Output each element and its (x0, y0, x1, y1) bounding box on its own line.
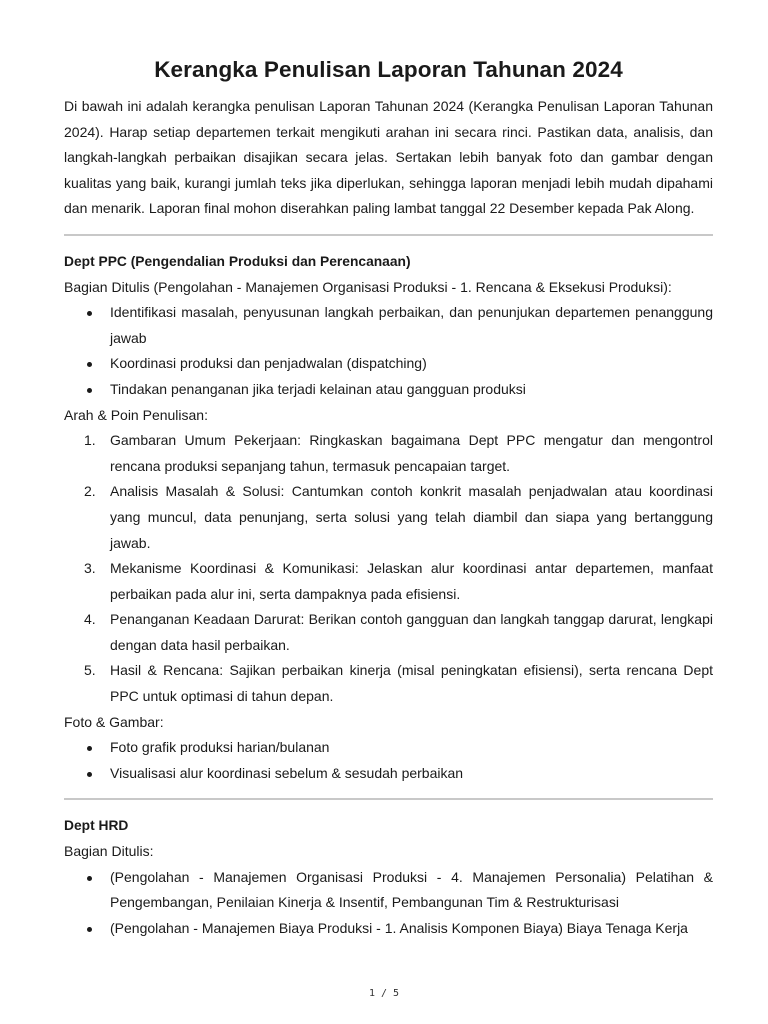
numbered-item (64, 479, 713, 556)
section-hrd (64, 813, 713, 941)
item-number: 1. (84, 432, 96, 449)
item-number: 5. (84, 662, 96, 679)
list-item: Tindakan penanganan jika terjadi kelainan atau gangguan produksi (64, 377, 713, 403)
ppc-bagian-label: Bagian Ditulis (Pengolahan - Manajemen Organisasi Produksi - 1. Rencana & Eksekusi Produksi): (64, 278, 672, 295)
item-text: Mekanisme Koordinasi & Komunikasi: Jelaskan alur koordinasi antar departemen, manfaat perbaikan pada alur ini, serta dampaknya pada efisiensi. (110, 560, 713, 602)
item-number: 4. (84, 611, 96, 628)
list-item: Identifikasi masalah, penyusunan langkah perbaikan, dan penunjukan departemen penanggung jawab (64, 300, 713, 351)
section-divider (64, 234, 713, 236)
numbered-item (64, 658, 713, 709)
list-item: Foto grafik produksi harian/bulanan (64, 735, 713, 761)
hrd-bagian-list (64, 865, 713, 942)
intro-paragraph: Di bawah ini adalah kerangka penulisan Laporan Tahunan 2024 (Kerangka Penulisan Laporan Tahunan 2024). Harap setiap departemen terkait mengikuti arahan ini secara rinci. Pastikan data, analisis, dan langkah-langkah perbaikan disajikan secara jelas. Sertakan lebih banyak foto dan gambar dengan kualitas yang baik, kurangi jumlah teks jika diperlukan, sehingga laporan menjadi lebih mudah dipahami dan menarik. Laporan final mohon diserahkan paling lambat tanggal 22 Desember kepada Pak Along. (64, 98, 713, 217)
section-heading-ppc: Dept PPC (Pengendalian Produksi dan Perencanaan) (64, 253, 411, 269)
ppc-foto-list (64, 735, 713, 786)
numbered-item (64, 556, 713, 607)
ppc-foto-label: Foto & Gambar: (64, 713, 164, 730)
list-item: (Pengolahan - Manajemen Biaya Produksi - 1. Analisis Komponen Biaya) Biaya Tenaga Kerja (64, 916, 713, 942)
list-item: (Pengolahan - Manajemen Organisasi Produksi - 4. Manajemen Personalia) Pelatihan & Pengembangan, Penilaian Kinerja & Insentif, Pembangunan Tim & Restrukturisasi (64, 865, 713, 916)
section-divider (64, 798, 713, 800)
ppc-bagian-list (64, 300, 713, 402)
hrd-bagian-label: Bagian Ditulis: (64, 843, 154, 860)
numbered-item (64, 607, 713, 658)
page-number: 1 / 5 (368, 988, 400, 999)
section-ppc (64, 249, 713, 786)
item-number: 2. (84, 483, 96, 500)
item-number: 3. (84, 560, 96, 577)
numbered-item (64, 428, 713, 479)
item-text: Hasil & Rencana: Sajikan perbaikan kinerja (misal peningkatan efisiensi), serta rencana Dept PPC untuk optimasi di tahun depan. (110, 662, 713, 705)
document-title: Kerangka Penulisan Laporan Tahunan 2024 (154, 57, 623, 82)
item-text: Analisis Masalah & Solusi: Cantumkan contoh konkrit masalah penjadwalan atau koordinasi yang muncul, data penunjang, serta solusi yang telah diambil dan siapa yang bertanggung jawab. (110, 483, 713, 551)
section-heading-hrd: Dept HRD (64, 818, 129, 834)
list-item: Koordinasi produksi dan penjadwalan (dispatching) (64, 351, 713, 377)
item-text: Penanganan Keadaan Darurat: Berikan contoh gangguan dan langkah tanggap darurat, lengkapi dengan data hasil perbaikan. (110, 611, 713, 653)
ppc-arah-list (64, 428, 713, 710)
item-text: Gambaran Umum Pekerjaan: Ringkaskan bagaimana Dept PPC mengatur dan mengontrol rencana produksi sepanjang tahun, termasuk pencapaian target. (110, 432, 713, 474)
list-item: Visualisasi alur koordinasi sebelum & sesudah perbaikan (64, 761, 713, 787)
ppc-arah-label: Arah & Poin Penulisan: (64, 406, 208, 423)
document-page (64, 52, 713, 941)
